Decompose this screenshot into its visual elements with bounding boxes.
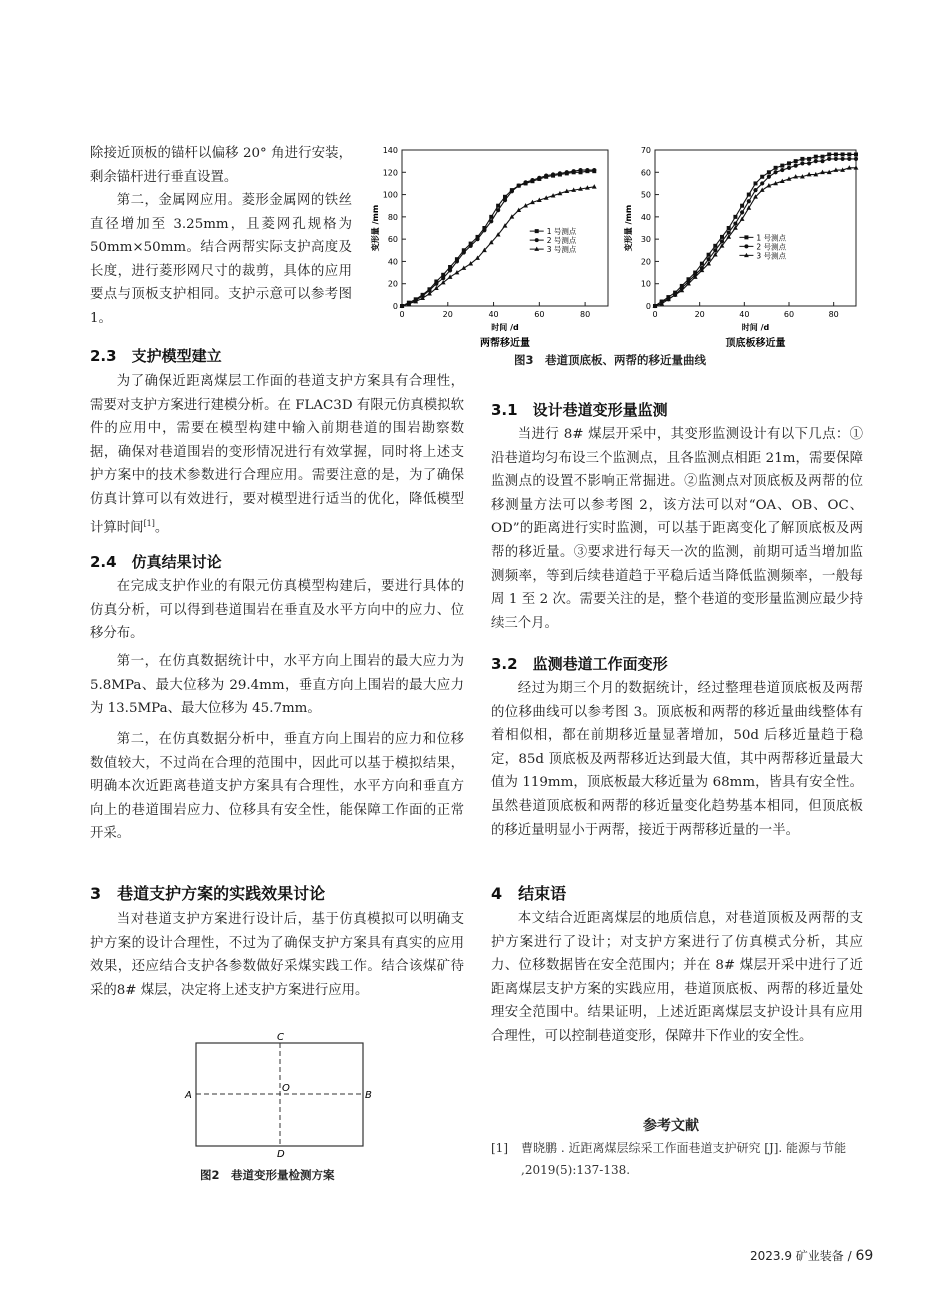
y-tick-label: 0 xyxy=(645,302,651,311)
data-point xyxy=(434,282,438,286)
data-point xyxy=(854,152,858,156)
x-tick-label: 20 xyxy=(442,310,453,319)
paragraph-3-1: 当进行 8# 煤层开采中，其变形监测设计有以下几点：①沿巷道均匀布设三个监测点，且各监测点相距 21m，需要保障监测点的设置不影响正常掘进。②监测点对顶底板及两帮的位移测量方法可以参考图 2，该方法可以对“OA、OB、OC、OD”的距离进行实时监测，可以基于距离变化了解顶底板及两帮的移近量。③要求进行每天一次的监测，前期可适当增加监测频率，等到后续巷道趋于平稳后适当降低监测频率，一般每周 1 至 2 次。需要关注的是，整个巷道的变形量监测应最少持续三个月。 xyxy=(491,427,863,631)
y-tick-label: 140 xyxy=(382,146,398,155)
y-tick-label: 50 xyxy=(640,190,651,200)
data-point xyxy=(469,244,473,248)
data-point xyxy=(482,228,486,232)
data-point xyxy=(727,230,731,234)
data-point xyxy=(820,159,824,163)
y-tick-label: 20 xyxy=(640,257,651,267)
plot-frame xyxy=(402,150,608,306)
y-tick-label: 30 xyxy=(640,235,651,245)
legend-marker xyxy=(535,238,539,242)
data-point xyxy=(740,210,744,214)
reference-item xyxy=(491,1137,863,1181)
data-point xyxy=(720,239,724,243)
data-point xyxy=(800,161,804,165)
data-point xyxy=(707,257,711,261)
data-point xyxy=(854,157,858,161)
x-tick-label: 40 xyxy=(488,310,499,319)
paragraph-2-4-b: 第一，在仿真数据统计中，水平方向上围岩的最大应力为 5.8MPa、最大位移为 29.4mm，垂直方向上围岩的最大应力为 13.5MPa、最大位移为 45.7mm。 xyxy=(90,654,464,717)
data-point xyxy=(572,169,576,173)
y-tick-label: 40 xyxy=(387,257,398,267)
data-point xyxy=(558,171,562,175)
heading-4: 4 结束语 xyxy=(491,884,567,903)
data-point xyxy=(727,226,731,230)
data-point xyxy=(713,244,717,248)
data-point xyxy=(774,170,778,174)
data-point xyxy=(794,164,798,168)
label-b: B xyxy=(365,1090,372,1101)
label-c: C xyxy=(277,1032,284,1043)
data-point xyxy=(787,166,791,170)
data-point xyxy=(754,181,758,185)
data-point xyxy=(733,215,737,219)
data-point xyxy=(524,180,528,184)
legend-label: 2 号测点 xyxy=(546,236,577,246)
data-point xyxy=(753,188,757,192)
data-point xyxy=(462,250,466,254)
data-point xyxy=(800,157,804,161)
data-point xyxy=(814,155,818,159)
paragraph-anchor-rotation: 除接近顶板的锚杆以偏移 20° 角进行安装，剩余锚杆进行垂直设置。 xyxy=(90,146,352,185)
data-point xyxy=(740,204,744,208)
data-point xyxy=(503,198,507,202)
figure-2-diagram xyxy=(180,1030,380,1160)
data-point xyxy=(516,208,521,212)
reference-number: [1] xyxy=(491,1141,508,1155)
paragraph-2-3-end: 。 xyxy=(154,520,169,536)
data-point xyxy=(767,175,771,179)
paragraph-2-4-c: 第二，在仿真数据分析中，垂直方向上围岩的应力和位移数值较大，不过尚在合理的范围中，因此可以基于模拟结果，明确本次近距离巷道支护方案具有合理性，水平方向和垂直方向上的巷道围岩应力、位移具有安全性，能保障工作面的正常开采。 xyxy=(90,732,464,842)
data-point xyxy=(496,204,500,208)
data-point xyxy=(794,159,798,163)
data-point xyxy=(565,170,569,174)
figure-2-caption: 图2 巷道变形量检测方案 xyxy=(200,1168,335,1182)
paragraph-4: 本文结合近距离煤层的地质信息，对巷道顶板及两帮的支护方案进行了设计；对支护方案进行了仿真模式分析，其应力、位移数据皆在安全范围内；并在 8# 煤层开采中进行了近距离煤层支护方案的实践应用，巷道顶底板、两帮的移近量处理安全范围中。结果证明，上述近距离煤层支护设计具有应用合理性，可以控制巷道变形，保障井下作业的安全性。 xyxy=(491,911,863,1044)
y-tick-label: 70 xyxy=(640,146,651,155)
data-point xyxy=(707,253,711,257)
data-point xyxy=(834,152,838,156)
paragraph-2-3-text: 为了确保近距离煤层工作面的巷道支护方案具有合理性，需要对支护方案进行建模分析。在 FLAC3D 有限元仿真模拟软件的应用中，需要在模型构建中输入前期巷道的围岩勘察数据，确保对巷道围岩的变形情况进行有效掌握，同时将上述支护方案中的技术参数进行合理应用。需要注意的是，为了确保仿真计算可以有效进行，要对模型进行适当的优化，降低模型计算时间 xyxy=(90,374,464,536)
data-point xyxy=(747,193,751,197)
x-tick-label: 20 xyxy=(694,310,705,319)
data-point xyxy=(585,168,589,172)
data-point xyxy=(780,168,784,172)
x-axis-label: 时间 /d xyxy=(491,323,519,332)
y-tick-label: 40 xyxy=(640,212,651,222)
x-axis-label: 时间 /d xyxy=(741,323,770,332)
data-point xyxy=(551,172,555,176)
data-point xyxy=(787,161,791,165)
data-point xyxy=(827,157,831,161)
x-tick-label: 60 xyxy=(534,310,545,319)
data-point xyxy=(448,274,453,278)
data-point xyxy=(747,199,751,203)
page-number: 69 xyxy=(855,1248,874,1264)
data-point xyxy=(760,175,764,179)
chart-title: 两帮移近量 xyxy=(480,338,530,349)
y-tick-label: 60 xyxy=(640,168,651,178)
data-point xyxy=(700,262,704,266)
legend-label: 3 号测点 xyxy=(546,245,577,255)
data-point xyxy=(774,166,778,170)
data-point xyxy=(592,168,596,172)
data-point xyxy=(455,259,459,263)
data-point xyxy=(834,157,838,161)
legend-label: 1 号测点 xyxy=(756,233,787,243)
chart-roof-floor-convergence xyxy=(615,144,870,349)
paragraph-3: 当对巷道支护方案进行设计后，基于仿真模拟可以明确支护方案的设计合理性，不过为了确保支护方案具有真实的应用效果，还应结合支护各参数做好采煤实践工作。结合该煤矿待采的8# 煤层，决定将上述支护方案进行应用。 xyxy=(90,912,464,998)
chart-title: 顶底板移近量 xyxy=(725,338,786,349)
data-point xyxy=(841,152,845,156)
data-point xyxy=(496,208,500,212)
y-axis-label: 变形量 /mm xyxy=(624,204,633,252)
data-point xyxy=(578,168,582,172)
data-point xyxy=(760,181,764,185)
legend-marker xyxy=(744,244,748,248)
data-point xyxy=(780,164,784,168)
data-point xyxy=(592,184,597,188)
paragraph-2-3 xyxy=(90,370,464,540)
data-point xyxy=(510,189,514,193)
references-title: 参考文献 xyxy=(643,1118,699,1134)
data-point xyxy=(713,248,717,252)
data-point xyxy=(461,266,466,270)
x-tick-label: 80 xyxy=(580,310,591,319)
legend-label: 2 号测点 xyxy=(756,242,787,252)
data-point xyxy=(767,170,771,174)
data-point xyxy=(475,237,479,241)
series-line xyxy=(655,154,856,306)
figure-3-caption: 图3 巷道顶底板、两帮的移近量曲线 xyxy=(514,353,706,367)
data-point xyxy=(847,152,851,156)
x-tick-label: 80 xyxy=(828,310,839,319)
issue-label: 2023.9 矿业装备 / xyxy=(750,1249,852,1263)
paragraph-2-4-a: 在完成支护作业的有限元仿真模型构建后，要进行具体的仿真分析，可以得到巷道围岩在垂直及水平方向中的应力、位移分布。 xyxy=(90,579,464,642)
data-point xyxy=(760,188,765,192)
heading-2-4: 2.4 仿真结果讨论 xyxy=(90,553,222,571)
heading-3-1: 3.1 设计巷道变形量监测 xyxy=(491,401,668,419)
x-tick-label: 0 xyxy=(652,310,658,319)
data-point xyxy=(821,155,825,159)
data-point xyxy=(441,276,445,280)
data-point xyxy=(807,161,811,165)
data-point xyxy=(807,157,811,161)
y-tick-label: 10 xyxy=(640,279,651,289)
data-point xyxy=(489,219,493,223)
data-point xyxy=(814,159,818,163)
chart-lateral-convergence xyxy=(362,144,622,349)
data-point xyxy=(720,235,724,239)
data-point xyxy=(544,174,548,178)
label-o: O xyxy=(282,1083,290,1094)
heading-3: 3 巷道支护方案的实践效果讨论 xyxy=(90,884,326,903)
heading-2-3: 2.3 支护模型建立 xyxy=(90,347,222,365)
page-footer xyxy=(750,1247,873,1264)
x-tick-label: 0 xyxy=(399,310,405,319)
x-tick-label: 40 xyxy=(739,310,750,319)
citation-1[interactable]: [1] xyxy=(143,518,155,528)
label-a: A xyxy=(185,1090,192,1101)
data-point xyxy=(517,184,521,188)
legend-label: 3 号测点 xyxy=(756,251,787,261)
data-point xyxy=(537,176,541,180)
paragraph-3-2: 经过为期三个月的数据统计，经过整理巷道顶底板及两帮的位移曲线可以参考图 3。顶底板和两帮的移近量曲线整体有着相似相，都在前期移近量显著增加，50d 后移近量趋于稳定，85d 顶底板及两帮移近达到最大值，其中两帮移近量最大值为 119mm，顶底板最大移近量为 68mm，皆具有安全性。虽然巷道顶底板和两帮的移近量变化趋势基本相同，但顶底板的移近量明显小于两帮，接近于两帮移近量的一半。 xyxy=(491,681,863,838)
heading-3-2: 3.2 监测巷道工作面变形 xyxy=(491,655,668,673)
x-tick-label: 60 xyxy=(783,310,795,319)
y-tick-label: 60 xyxy=(387,235,398,245)
data-point xyxy=(841,157,845,161)
reference-text[interactable]: 曹晓鹏 . 近距离煤层综采工作面巷道支护研究 [J]. 能源与节能 ,2019(5):137-138. xyxy=(521,1141,847,1177)
data-point xyxy=(530,178,534,182)
y-tick-label: 0 xyxy=(392,302,398,311)
legend-marker xyxy=(535,229,539,233)
y-tick-label: 20 xyxy=(387,279,398,289)
paragraph-metal-mesh: 第二，金属网应用。菱形金属网的铁丝直径增加至 3.25mm，且菱网孔规格为 50mm×50mm。结合两帮实际支护高度及长度，进行菱形网尺寸的裁剪，具体的应用要点与顶板支护相同。支护示意可以参考图 1。 xyxy=(90,193,352,326)
data-point xyxy=(827,152,831,156)
y-tick-label: 80 xyxy=(387,212,398,222)
y-axis-label: 变形量 /mm xyxy=(371,204,380,252)
data-point xyxy=(847,157,851,161)
legend-label: 1 号测点 xyxy=(546,227,577,237)
y-tick-label: 120 xyxy=(382,168,398,178)
label-d: D xyxy=(277,1149,285,1160)
data-point xyxy=(455,270,460,274)
data-point xyxy=(448,268,452,272)
data-point xyxy=(733,221,737,225)
y-tick-label: 100 xyxy=(382,190,398,200)
legend-marker xyxy=(744,235,748,239)
